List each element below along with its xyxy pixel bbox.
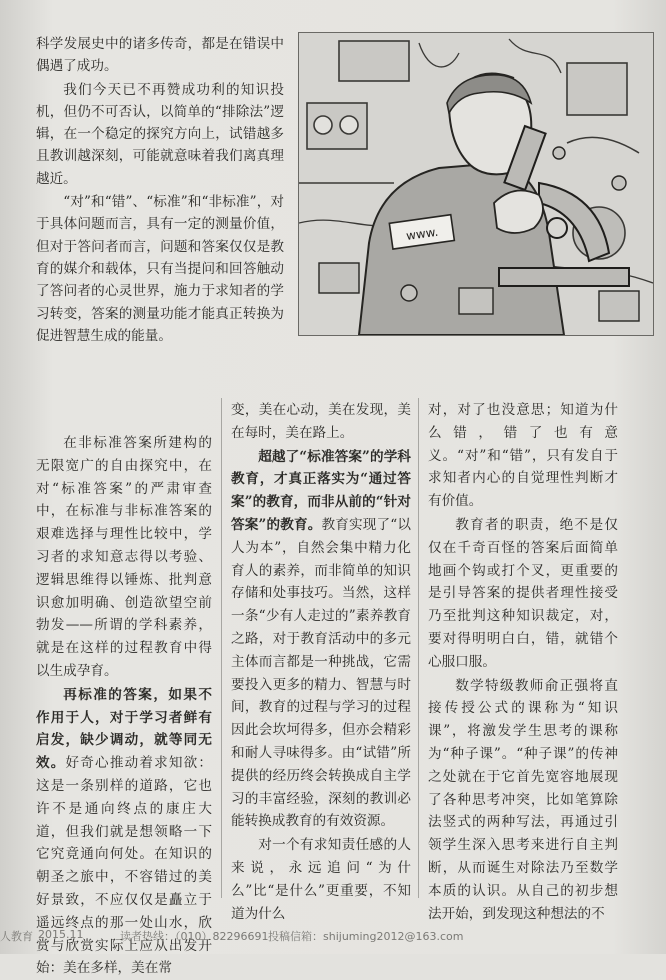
column-separator-1 (221, 398, 222, 898)
paragraph (36, 191, 284, 347)
paragraph (231, 399, 411, 445)
column-separator-2 (418, 398, 419, 898)
column-3 (428, 399, 618, 925)
footer-hotline: 读者热线：（010）82296691 (120, 930, 269, 943)
paragraph (36, 33, 284, 78)
paragraph-text: 我们今天已不再赞成功利的知识投机，但仍不可否认，以简单的“排除法”逻辑，在一个稳定的探究方向上，试错越多且教训越深刻，可能就意味着我们离真理越近。 (36, 81, 284, 187)
paragraph-text: 科学发展史中的诸多传奇，都是在错误中偶遇了成功。 (36, 36, 284, 75)
column-2 (231, 399, 411, 925)
paragraph-text: 好奇心推动着求知欲：这是一条别样的道路，它也许不是通向终点的康庄大道，但我们就是想领略一下它究竟通向何处。在知识的朝圣之旅中，不容错过的美好景致，不应仅仅是矗立于遥远终点的那一处山水，欣赏与欣赏实际上应从出发开始：美在多样，美在常 (36, 755, 213, 977)
paragraph-text: 教育实现了“以人为本”，自然会集中精力化育人的素养，而非简单的知识存储和处事技巧。当然，这样一条“少有人走过的”素养教育之路，对于教育活动中的多元主体而言都是一种挑战，它需要投入更多的精力、智慧与时间，教育的过程与学习的过程因此会坎坷得多，但亦会精彩和耐人寻味得多。由“试错”所提供的经历终会转换成自主学习的丰富经验，深刻的教训必能转换成教育的有效资源。 (231, 516, 411, 830)
column-1-bottom (36, 432, 212, 980)
paragraph-text: “对”和“错”、“标准”和“非标准”，对于具体问题而言，具有一定的测量价值，但对于答问者而言，问题和答案仅仅是教育的媒介和载体，只有当提问和回答触动了答问者的心灵世界，施力于求知者的学习转变，答案的测量功能才能真正转换为促进智慧生成的能量。 (36, 194, 284, 344)
paragraph (231, 446, 411, 834)
paragraph-text: 在非标准答案所建构的无限宽广的自由探究中，在对“标准答案”的严肃审查中，在标准与非标准答案的艰难选择与理性比较中，学习者的求知意志得以考验、逻辑思维得以锤炼、批判意识愈加明确、创造欲望空前勃发——所谓的学科素养，就是在这样的过程教育中得以生成孕育。 (36, 435, 212, 679)
paragraph-lead-bold: 再标准的答案，如果不作用于人，对于学习者鲜有启发，缺少调动，就等同无效。 (36, 686, 212, 772)
paragraph (36, 432, 212, 683)
paragraph-text: 对，对了也没意思；知道为什么错，错了也有意义。“对”和“错”，只有发自于求知者内心的自觉理性判断才有价值。 (428, 402, 618, 510)
footer-issue: 2015.11 (38, 928, 84, 941)
footer-magazine-name: 人教育 (0, 930, 33, 943)
paragraph (231, 834, 411, 925)
paragraph-text: 数学特级教师俞正强将直接传授公式的课称为“知识课”，将激发学生思考的课称为“种子课”。“种子课”的传神之处就在于它首先宽容地展现了各种思考冲突，比如笔算除法竖式的两种写法，再通过引领学生深入思考来进行自主判断，从而诞生对除法乃至数学本质的认识。从自己的初步想法开始，到发现这种想法的不 (428, 677, 618, 922)
paragraph-text: 教育者的职责，绝不是仅仅在千奇百怪的答案后面简单地画个钩或打个叉，更重要的是引导答案的提供者理性接受乃至批判这种知识裁定，对，要对得明明白白，错，就错个心服口服。 (428, 516, 618, 670)
sign-www-label: www. (405, 224, 440, 244)
footer-email: 投稿信箱：shijuming2012@163.com (268, 930, 464, 943)
paragraph (428, 675, 618, 926)
paragraph (36, 79, 284, 190)
paragraph (428, 399, 618, 513)
paragraph-lead-bold: 超越了“标准答案”的学科教育，才真正落实为“通过答案”的教育，而非从前的“针对答案”的教育。 (231, 448, 411, 533)
column-1-top (36, 33, 284, 347)
paragraph-text: 变，美在心动，美在发现，美在每时，美在路上。 (231, 402, 411, 441)
paragraph-text: 对一个有求知责任感的人来说，永远追问“为什么”比“是什么”更重要，不知道为什么 (231, 837, 411, 922)
illustration-scientist (298, 32, 654, 336)
page-footer (0, 924, 666, 944)
paragraph (428, 514, 618, 674)
